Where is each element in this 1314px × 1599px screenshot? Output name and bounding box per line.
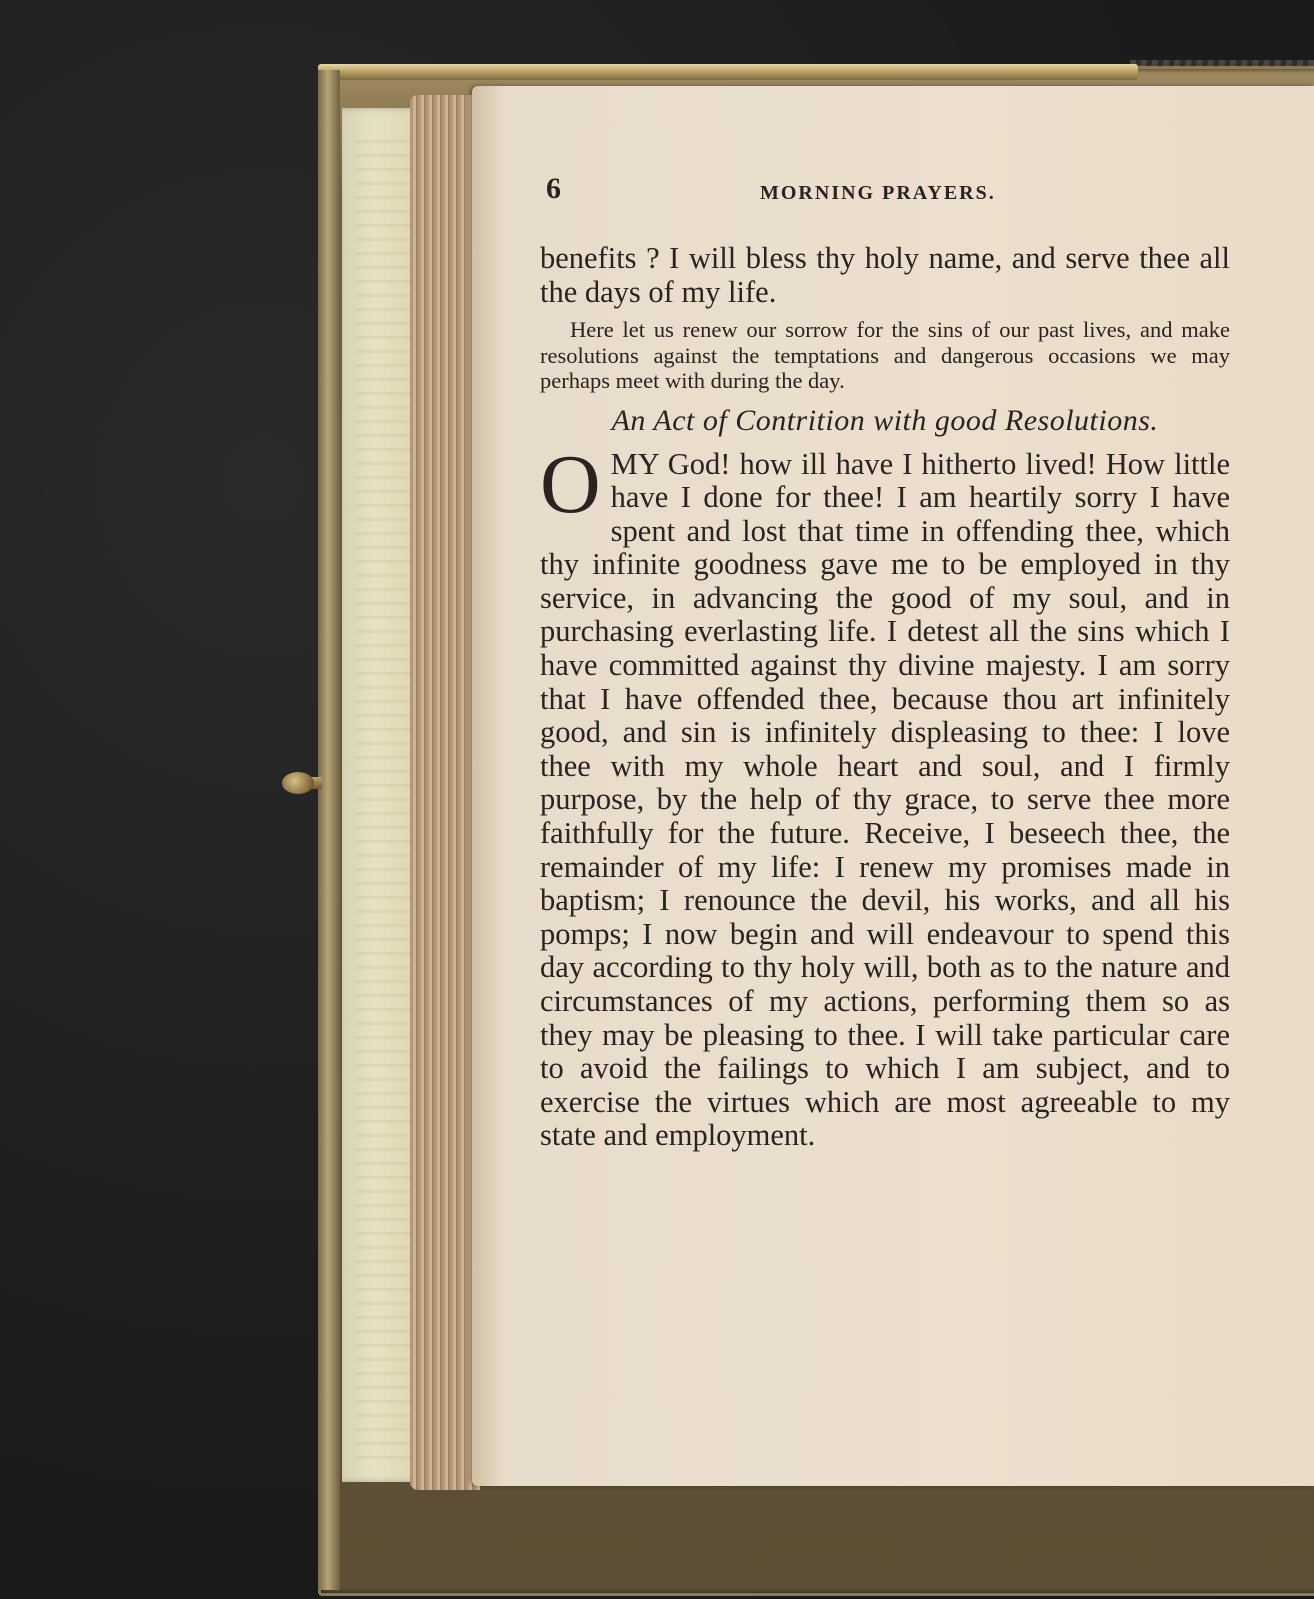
- running-head: MORNING PRAYERS.: [760, 182, 996, 204]
- section-heading: An Act of Contrition with good Resolutions.: [611, 403, 1159, 437]
- page-block-edges: [410, 95, 480, 1490]
- drop-cap: O: [540, 437, 601, 531]
- page-header: [540, 168, 1230, 218]
- prayer-text: MY God! how ill have I hitherto lived! How little have I done for thee! I am heartily sorry I have spent and lost that time in offending thee, which thy infinite goodness gave me to be employed in thy service, in advancing the good of my soul, and in purchasing everlasting life. I detest all the sins which I have committed against thy divine majesty. I am sorry that I have offended thee, because thou art infinitely good, and sin is infinitely displeasing to thee: I love thee with my whole heart and soul, and I firmly purpose, by the help of thy grace, to serve thee more faithfully for the future. Receive, I beseech thee, the remainder of my life: I renew my promises made in baptism; I renounce the devil, his works, and all his pomps; I now begin and will endeavour to spend this day according to thy holy will, both as to the nature and circumstances of my actions, performing them so as they may be pleasing to thee. I will take particular care to avoid the failings to which I am subject, and to exercise the virtues which are most agreeable to my state and employment.: [540, 446, 1230, 1153]
- case-left-edge: [318, 70, 340, 1590]
- prayer-paragraph: [540, 437, 1230, 1153]
- page-number: 6: [546, 172, 561, 205]
- rubric-instruction: Here let us renew our sorrow for the sins of our past lives, and make resolutions against the temptations and dangerous occasions we may perhaps meet with during the day.: [540, 317, 1230, 393]
- continuation-text: benefits ? I will bless thy holy name, and serve thee all the days of my life.: [540, 241, 1230, 309]
- case-top-edge: [318, 64, 1138, 80]
- page-text-block: [540, 168, 1230, 1153]
- clasp-knob: [282, 772, 314, 794]
